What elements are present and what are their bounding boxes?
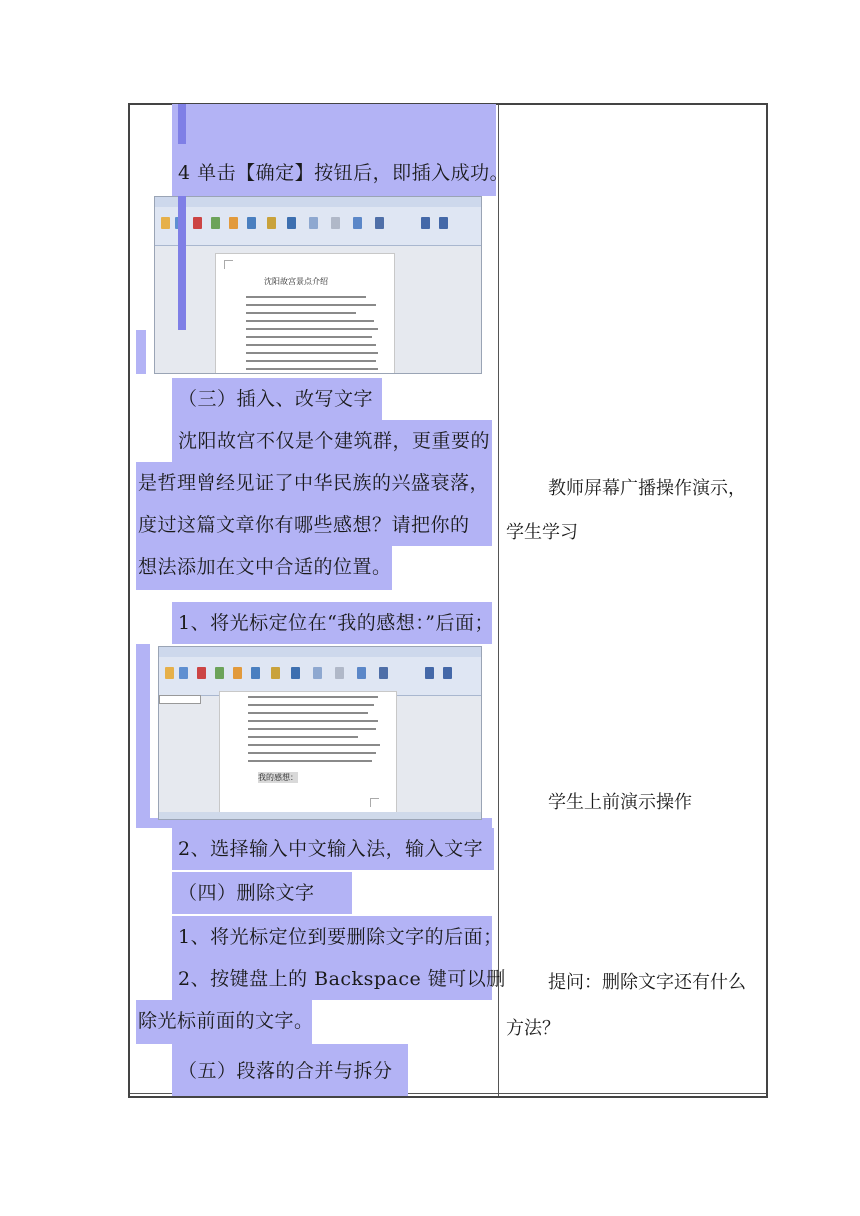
paste-icon (165, 667, 174, 679)
header-icon (335, 667, 344, 679)
margin-mark (224, 260, 233, 269)
title-bar (155, 197, 481, 207)
document-page (215, 253, 395, 374)
table-icon (193, 217, 202, 229)
symbol-icon (439, 217, 448, 229)
text-line (246, 336, 372, 338)
question-note: 方法？ (506, 1018, 560, 1039)
document-tab[interactable] (159, 695, 201, 704)
table-icon (197, 667, 206, 679)
text-line (248, 696, 378, 698)
section4-heading: （四）删除文字 (178, 882, 315, 904)
link-icon (313, 667, 322, 679)
teacher-note: 教师屏幕广播操作演示， (548, 478, 746, 499)
textbox-icon (375, 217, 384, 229)
picture-icon (211, 217, 220, 229)
paragraph-line: 度过这篇文章你有哪些感想？请把你的 (138, 514, 470, 536)
text-line (246, 328, 378, 330)
paste-icon (161, 217, 170, 229)
student-note: 学生上前演示操作 (548, 792, 692, 813)
delete-step2-text: 除光标前面的文字。 (138, 1010, 314, 1032)
highlight-sliver (136, 330, 146, 374)
title-bar (159, 647, 481, 657)
text-line (246, 296, 366, 298)
text-line (246, 368, 378, 370)
paragraph-line: 沈阳故宫不仅是个建筑群，更重要的 (178, 430, 491, 452)
text-line (246, 360, 376, 362)
teacher-note: 学生学习 (506, 522, 578, 543)
ribbon-tools (163, 665, 477, 691)
ribbon (155, 197, 481, 246)
smartart-icon (271, 667, 280, 679)
step2-text: 2、选择输入中文输入法，输入文字 (178, 838, 484, 860)
equation-icon (421, 217, 430, 229)
picture-icon (215, 667, 224, 679)
step1-text: 1、将光标定位在“我的感想：”后面； (178, 612, 495, 634)
text-line (246, 304, 376, 306)
status-bar (159, 812, 481, 819)
text-line (248, 728, 376, 730)
text-line (246, 352, 378, 354)
wordart-icon (357, 667, 366, 679)
link-icon (309, 217, 318, 229)
clipart-icon (233, 667, 242, 679)
question-note: 提问：删除文字还有什么 (548, 972, 746, 993)
cursor-target-label: 我的感想： (258, 773, 298, 782)
text-line (248, 736, 358, 738)
delete-step1-text: 1、将光标定位到要删除文字的后面； (178, 926, 503, 948)
margin-mark (370, 798, 379, 807)
paragraph-line: 是哲理曾经见证了中华民族的兴盛衰落， (138, 472, 490, 494)
word-screenshot-insert (154, 196, 482, 374)
text-line (246, 344, 376, 346)
delete-step2-text: 2、按键盘上的 Backspace 键可以删 (178, 968, 506, 990)
chart-icon (291, 667, 300, 679)
document-page (219, 691, 397, 813)
text-line (248, 744, 380, 746)
section5-heading: （五）段落的合并与拆分 (178, 1060, 393, 1082)
text-line (248, 704, 374, 706)
text-line (246, 312, 356, 314)
shapes-icon (251, 667, 260, 679)
text-line (246, 320, 374, 322)
format-icon (179, 667, 188, 679)
highlight-shot2-left (136, 644, 150, 828)
text-line (248, 720, 378, 722)
chart-icon (287, 217, 296, 229)
ribbon-tools (159, 215, 477, 241)
section3-heading: （三）插入、改写文字 (178, 388, 374, 410)
symbol-icon (443, 667, 452, 679)
wordart-icon (353, 217, 362, 229)
selection-bar (178, 196, 186, 330)
doc-title: 沈阳故宫景点介绍 (264, 277, 328, 286)
step4-text: 4 单击【确定】按钮后，即插入成功。 (178, 162, 510, 184)
textbox-icon (379, 667, 388, 679)
smartart-icon (267, 217, 276, 229)
text-line (248, 760, 372, 762)
word-screenshot-cursor (158, 646, 482, 820)
paragraph-line: 想法添加在文中合适的位置。 (138, 556, 392, 578)
shapes-icon (247, 217, 256, 229)
selection-bar (178, 104, 186, 144)
ribbon (159, 647, 481, 696)
header-icon (331, 217, 340, 229)
text-line (248, 712, 368, 714)
text-line (248, 752, 376, 754)
clipart-icon (229, 217, 238, 229)
equation-icon (425, 667, 434, 679)
